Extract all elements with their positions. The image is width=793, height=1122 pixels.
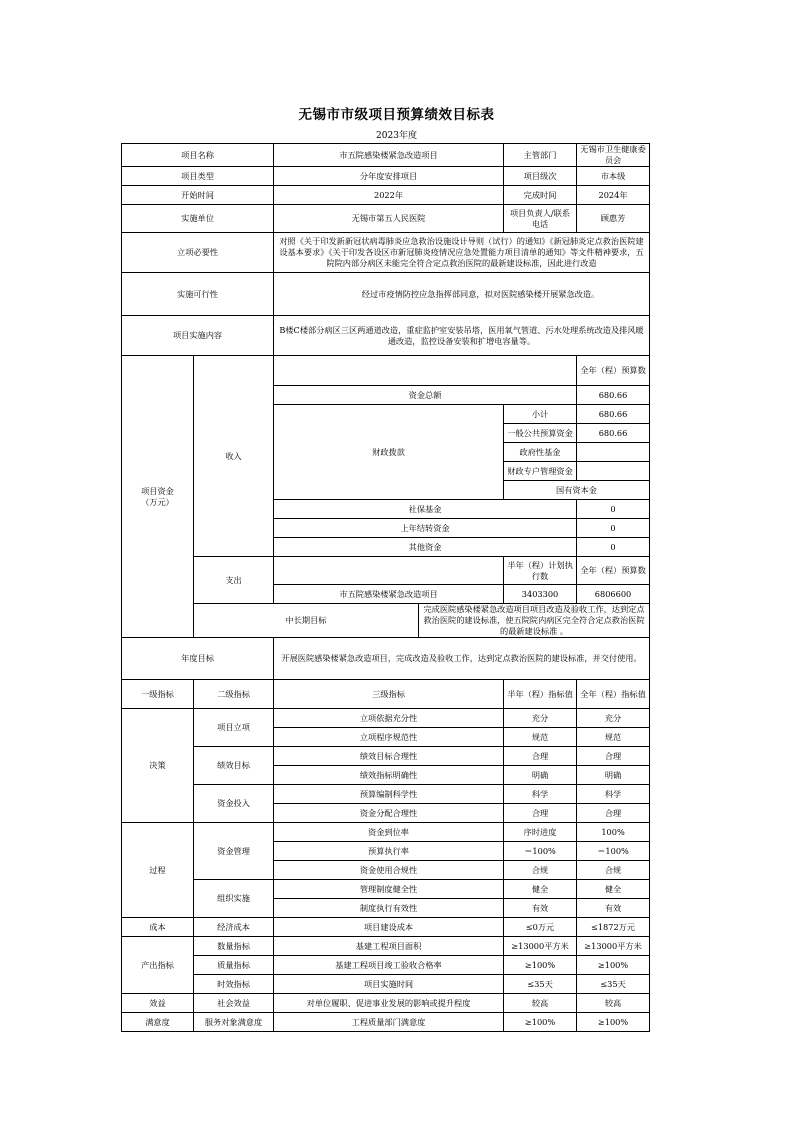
half-target-header: 半年（程）指标值 [504, 680, 577, 709]
funds-label: 项目资金（万元） [122, 356, 194, 638]
subtotal-label: 小计 [504, 405, 577, 424]
output-label: 产出指标 [122, 937, 194, 994]
organization-label: 组织实施 [194, 880, 274, 918]
total-value: 680.66 [577, 386, 650, 405]
indicator-name: 项目建设成本 [274, 918, 504, 937]
total-label: 资金总额 [274, 386, 577, 405]
process-label: 过程 [122, 823, 194, 918]
expense-item: 市五院感染楼紧急改造项目 [274, 585, 504, 604]
table-row [122, 273, 650, 316]
level3-header: 三级指标 [274, 680, 504, 709]
indicator-name: 资金分配合理性 [274, 804, 504, 823]
indicator-full: 有效 [577, 899, 650, 918]
indicator-half: ≥100% [504, 956, 577, 975]
indicator-full: 合理 [577, 747, 650, 766]
indicator-full: ≥100% [577, 1013, 650, 1032]
end-time-label: 完成时间 [504, 186, 577, 205]
state-capital-label: 国有资本金 [504, 481, 650, 500]
necessity-value: 对照《关于印发新新冠状病毒肺炎应急救治设施设计导则（试行）的通知》《新冠肺炎定点救治医院建设基本要求》《关于印发各设区市新冠肺炎疫情况应急处置能力项目清单的通知》等文件精神要求，五院院内部分病区未能完全符合定点救治医院的最新建设标准，因此进行改造 [274, 233, 650, 273]
table-row [122, 709, 650, 728]
indicator-full: 明确 [577, 766, 650, 785]
indicator-name: 资金到位率 [274, 823, 504, 842]
indicator-half: ＝100% [504, 842, 577, 861]
indicator-half: 健全 [504, 880, 577, 899]
feasibility-label: 实施可行性 [122, 273, 274, 316]
indicator-half: 合理 [504, 747, 577, 766]
empty-cell [274, 557, 504, 585]
contact-value: 顾惠芳 [577, 205, 650, 233]
economic-cost-label: 经济成本 [194, 918, 274, 937]
annual-goal-value: 开展医院感染楼紧急改造项目，完成改造及验收工作，达到定点救治医院的建设标准，并交付使用。 [274, 638, 650, 680]
department-value: 无锡市卫生健康委员会 [577, 144, 650, 167]
quality-label: 质量指标 [194, 956, 274, 975]
table-row [122, 918, 650, 937]
expense-full-value: 6806600 [577, 585, 650, 604]
end-time-value: 2024年 [577, 186, 650, 205]
expense-half-value: 3403300 [504, 585, 577, 604]
indicator-name: 绩效指标明确性 [274, 766, 504, 785]
implementing-unit-label: 实施单位 [122, 205, 274, 233]
project-name-label: 项目名称 [122, 144, 274, 167]
indicator-full: 规范 [577, 728, 650, 747]
table-row [122, 785, 650, 804]
indicator-full: 100% [577, 823, 650, 842]
table-row [122, 937, 650, 956]
indicator-name: 项目实施时间 [274, 975, 504, 994]
indicator-half: 充分 [504, 709, 577, 728]
table-row [122, 144, 650, 167]
level2-header: 二级指标 [194, 680, 274, 709]
fiscal-year: 2023年度 [376, 131, 417, 141]
table-row [122, 638, 650, 680]
special-account-label: 财政专户管理资金 [504, 462, 577, 481]
table-row [122, 316, 650, 356]
table-row [122, 880, 650, 899]
quantity-label: 数量指标 [194, 937, 274, 956]
gov-fund-value [577, 443, 650, 462]
subtotal-value: 680.66 [577, 405, 650, 424]
content-value: B楼C楼部分病区三区两通道改造，重症监护室安装吊塔，医用氧气管道、污水处理系统改造及排风暖通改造，监控设备安装和扩增电容量等。 [274, 316, 650, 356]
indicator-half: 规范 [504, 728, 577, 747]
level1-header: 一级指标 [122, 680, 194, 709]
content-label: 项目实施内容 [122, 316, 274, 356]
indicator-full: ≤1872万元 [577, 918, 650, 937]
start-time-label: 开始时间 [122, 186, 274, 205]
project-level-value: 市本级 [577, 167, 650, 186]
timeliness-label: 时效指标 [194, 975, 274, 994]
benefit-label: 效益 [122, 994, 194, 1013]
indicator-name: 基建工程项目竣工验收合格率 [274, 956, 504, 975]
indicator-name: 绩效目标合理性 [274, 747, 504, 766]
special-account-value [577, 462, 650, 481]
performance-table [121, 143, 650, 1032]
page-title: 无锡市市级项目预算绩效目标表 [298, 107, 495, 123]
table-row [122, 975, 650, 994]
fund-management-label: 资金管理 [194, 823, 274, 880]
indicator-full: ＝100% [577, 842, 650, 861]
indicator-name: 管理制度健全性 [274, 880, 504, 899]
indicator-name: 预算编制科学性 [274, 785, 504, 804]
table-row [122, 604, 650, 638]
table-row [122, 233, 650, 273]
carryover-label: 上年结转资金 [274, 519, 577, 538]
indicator-name: 基建工程项目面积 [274, 937, 504, 956]
income-label: 收入 [194, 356, 274, 557]
table-row [122, 167, 650, 186]
indicator-name: 对单位履职、促进事业发展的影响或提升程度 [274, 994, 504, 1013]
table-row [122, 747, 650, 766]
indicator-half: ≤35天 [504, 975, 577, 994]
necessity-label: 立项必要性 [122, 233, 274, 273]
indicator-half: 明确 [504, 766, 577, 785]
performance-target-label: 绩效目标 [194, 747, 274, 785]
table-row [122, 356, 650, 386]
indicator-full: 充分 [577, 709, 650, 728]
social-fund-value: 0 [577, 500, 650, 519]
indicator-full: 合理 [577, 804, 650, 823]
indicator-name: 预算执行率 [274, 842, 504, 861]
indicator-half: ≥100% [504, 1013, 577, 1032]
department-label: 主管部门 [504, 144, 577, 167]
project-approval-label: 项目立项 [194, 709, 274, 747]
general-budget-value: 680.66 [577, 424, 650, 443]
half-year-header: 半年（程）计划执行数 [504, 557, 577, 585]
table-row [122, 956, 650, 975]
service-satisfaction-label: 服务对象满意度 [194, 1013, 274, 1032]
indicator-half: 有效 [504, 899, 577, 918]
full-year-header: 全年（程）预算数 [577, 557, 650, 585]
indicator-half: 合理 [504, 804, 577, 823]
indicator-name: 立项程序规范性 [274, 728, 504, 747]
indicator-full: ≤35天 [577, 975, 650, 994]
other-funds-label: 其他资金 [274, 538, 577, 557]
indicator-half: ≤0万元 [504, 918, 577, 937]
expense-label: 支出 [194, 557, 274, 604]
indicator-full: 较高 [577, 994, 650, 1013]
indicator-half: 合规 [504, 861, 577, 880]
table-row [122, 557, 650, 585]
feasibility-value: 经过市疫情防控应急指挥部同意，拟对医院感染楼开展紧急改造。 [274, 273, 650, 316]
indicator-name: 资金使用合规性 [274, 861, 504, 880]
fullyear-header: 全年（程）预算数 [577, 356, 650, 386]
full-target-header: 全年（程）指标值 [577, 680, 650, 709]
indicator-full: 合规 [577, 861, 650, 880]
indicator-half: 科学 [504, 785, 577, 804]
empty-cell [274, 356, 577, 386]
carryover-value: 0 [577, 519, 650, 538]
indicator-half: ≥13000平方米 [504, 937, 577, 956]
start-time-value: 2022年 [274, 186, 504, 205]
indicator-half: 序时进度 [504, 823, 577, 842]
indicator-full: 健全 [577, 880, 650, 899]
social-benefit-label: 社会效益 [194, 994, 274, 1013]
decision-label: 决策 [122, 709, 194, 823]
fiscal-label: 财政拨款 [274, 405, 504, 500]
indicator-half: 较高 [504, 994, 577, 1013]
indicator-full: ≥100% [577, 956, 650, 975]
mid-long-goal-label: 中长期目标 [194, 604, 419, 638]
indicator-name: 立项依据充分性 [274, 709, 504, 728]
table-row [122, 823, 650, 842]
table-row [122, 994, 650, 1013]
project-name-value: 市五院感染楼紧急改造项目 [274, 144, 504, 167]
indicator-name: 制度执行有效性 [274, 899, 504, 918]
gov-fund-label: 政府性基金 [504, 443, 577, 462]
annual-goal-label: 年度目标 [122, 638, 274, 680]
project-type-label: 项目类型 [122, 167, 274, 186]
table-row [122, 186, 650, 205]
implementing-unit-value: 无锡市第五人民医院 [274, 205, 504, 233]
other-funds-value: 0 [577, 538, 650, 557]
satisfaction-label: 满意度 [122, 1013, 194, 1032]
indicator-name: 工程质量部门满意度 [274, 1013, 504, 1032]
indicator-full: 科学 [577, 785, 650, 804]
cost-label: 成本 [122, 918, 194, 937]
table-row [122, 680, 650, 709]
general-budget-label: 一般公共预算资金 [504, 424, 577, 443]
contact-label: 项目负责人/联系电话 [504, 205, 577, 233]
table-row [122, 205, 650, 233]
project-level-label: 项目级次 [504, 167, 577, 186]
indicator-full: ≥13000平方米 [577, 937, 650, 956]
fund-input-label: 资金投入 [194, 785, 274, 823]
project-type-value: 分年度安排项目 [274, 167, 504, 186]
table-row [122, 1013, 650, 1032]
mid-long-goal-value: 完成医院感染楼紧急改造项目项目改造及验收工作，达到定点救治医院的建设标准，使五院院内病区完全符合定点救治医院的最新建设标准 。 [419, 604, 650, 638]
social-fund-label: 社保基金 [274, 500, 577, 519]
